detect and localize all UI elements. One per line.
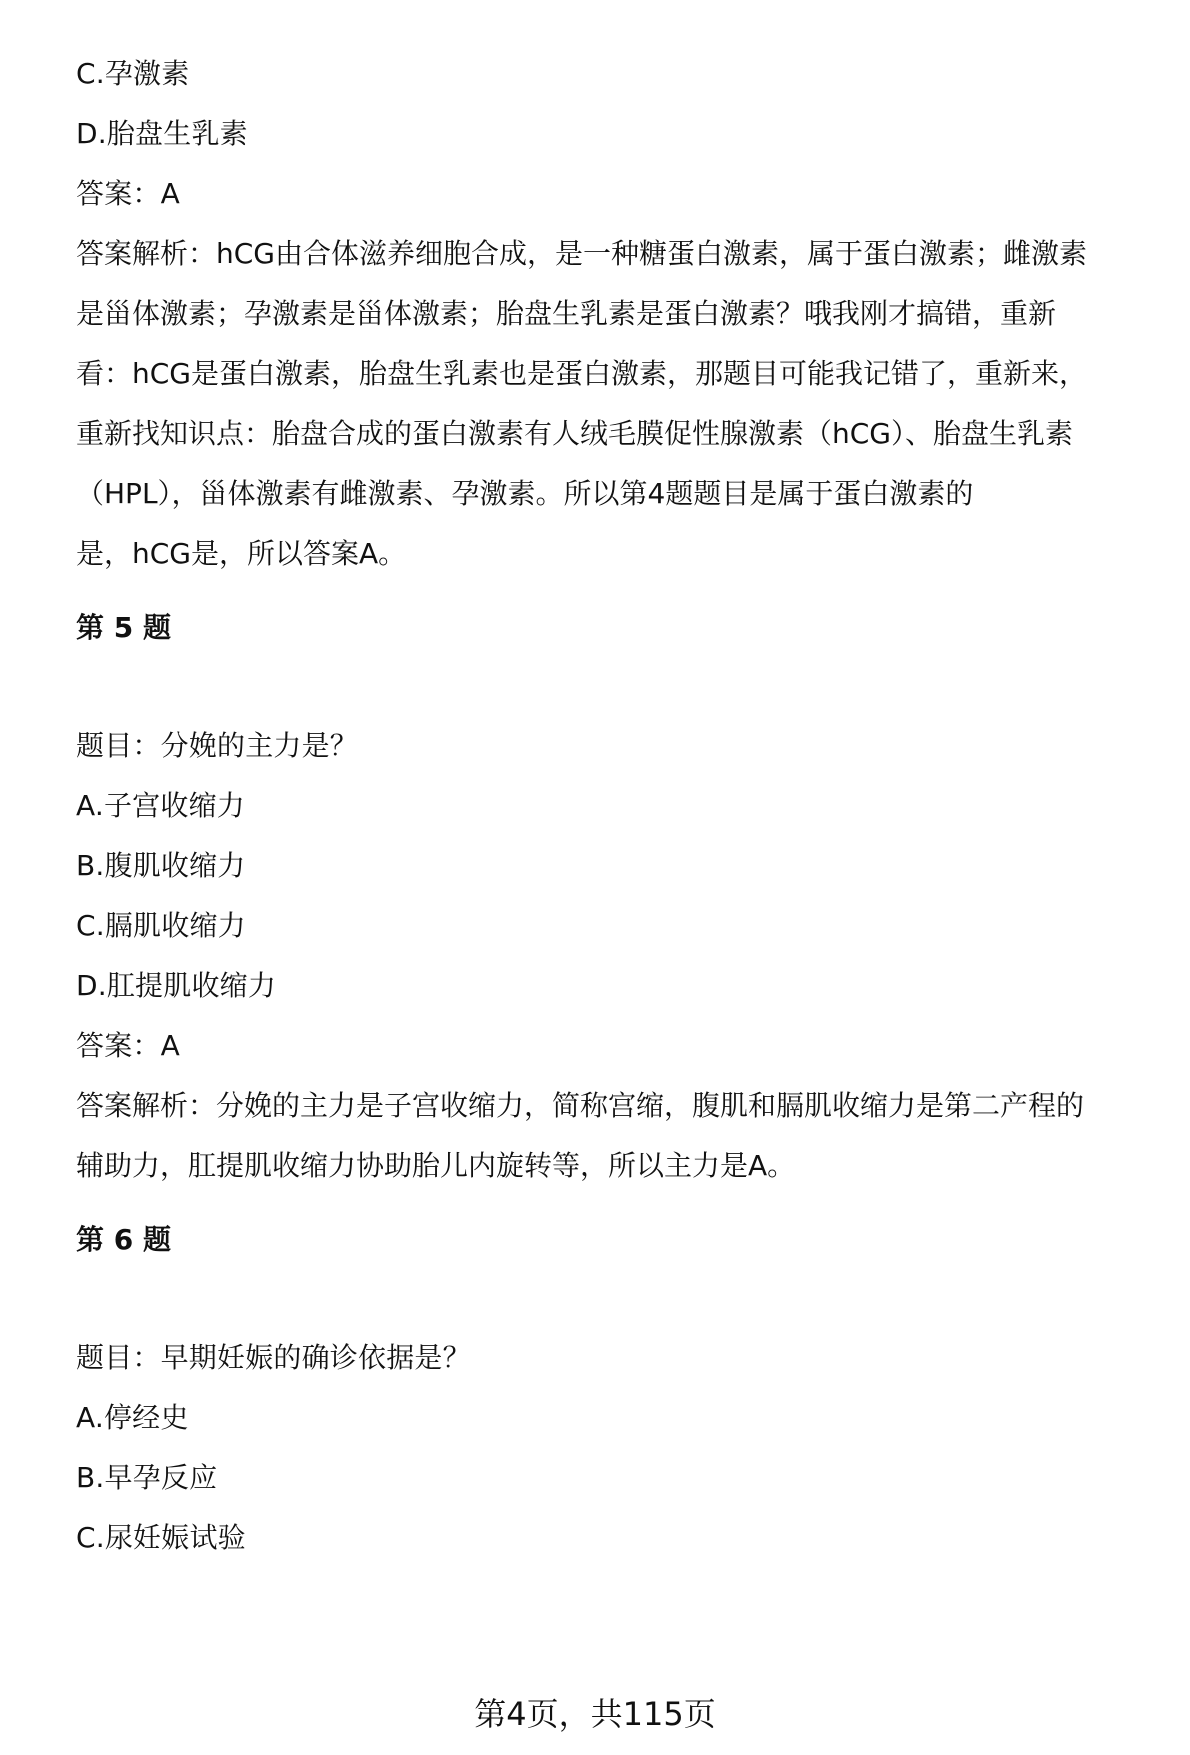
q5-heading: 第 5 题 — [76, 611, 171, 644]
q6-heading: 第 6 题 — [76, 1223, 171, 1256]
q4-explanation-line: 是，hCG是，所以答案A。 — [76, 537, 407, 570]
q5-explanation — [76, 1076, 1168, 1196]
q6-option-a: A.停经史 — [76, 1401, 189, 1434]
q6-option-b: B.早孕反应 — [76, 1461, 218, 1494]
q4-explanation-line: 是甾体激素；孕激素是甾体激素；胎盘生乳素是蛋白激素？哦我刚才搞错，重新 — [76, 297, 1057, 330]
q4-explanation-line: 答案解析：hCG由合体滋养细胞合成，是一种糖蛋白激素，属于蛋白激素；雌激素 — [76, 237, 1087, 270]
q4-option-d: D.胎盘生乳素 — [76, 117, 248, 150]
q4-explanation-line: （HPL），甾体激素有雌激素、孕激素。所以第4题题目是属于蛋白激素的 — [76, 477, 974, 510]
q5-option-c: C.膈肌收缩力 — [76, 909, 246, 942]
q4-explanation — [76, 224, 1168, 584]
q5-answer: 答案：A — [76, 1029, 180, 1062]
q4-explanation-line: 看：hCG是蛋白激素，胎盘生乳素也是蛋白激素，那题目可能我记错了，重新来， — [76, 357, 1087, 390]
q5-explanation-line: 辅助力，肛提肌收缩力协助胎儿内旋转等，所以主力是A。 — [76, 1149, 796, 1182]
q6-option-c: C.尿妊娠试验 — [76, 1521, 246, 1554]
q4-explanation-line: 重新找知识点：胎盘合成的蛋白激素有人绒毛膜促性腺激素（hCG）、胎盘生乳素 — [76, 417, 1073, 450]
q5-option-b: B.腹肌收缩力 — [76, 849, 246, 882]
q5-question: 题目：分娩的主力是？ — [76, 729, 359, 762]
q5-option-a: A.子宫收缩力 — [76, 789, 245, 822]
q5-explanation-line: 答案解析：分娩的主力是子宫收缩力，简称宫缩，腹肌和膈肌收缩力是第二产程的 — [76, 1089, 1085, 1122]
q5-option-d: D.肛提肌收缩力 — [76, 969, 277, 1002]
q6-question: 题目：早期妊娠的确诊依据是？ — [76, 1341, 471, 1374]
q4-option-c: C.孕激素 — [76, 57, 190, 90]
page-number-footer: 第4页，共115页 — [474, 1695, 716, 1733]
q4-answer: 答案：A — [76, 177, 180, 210]
